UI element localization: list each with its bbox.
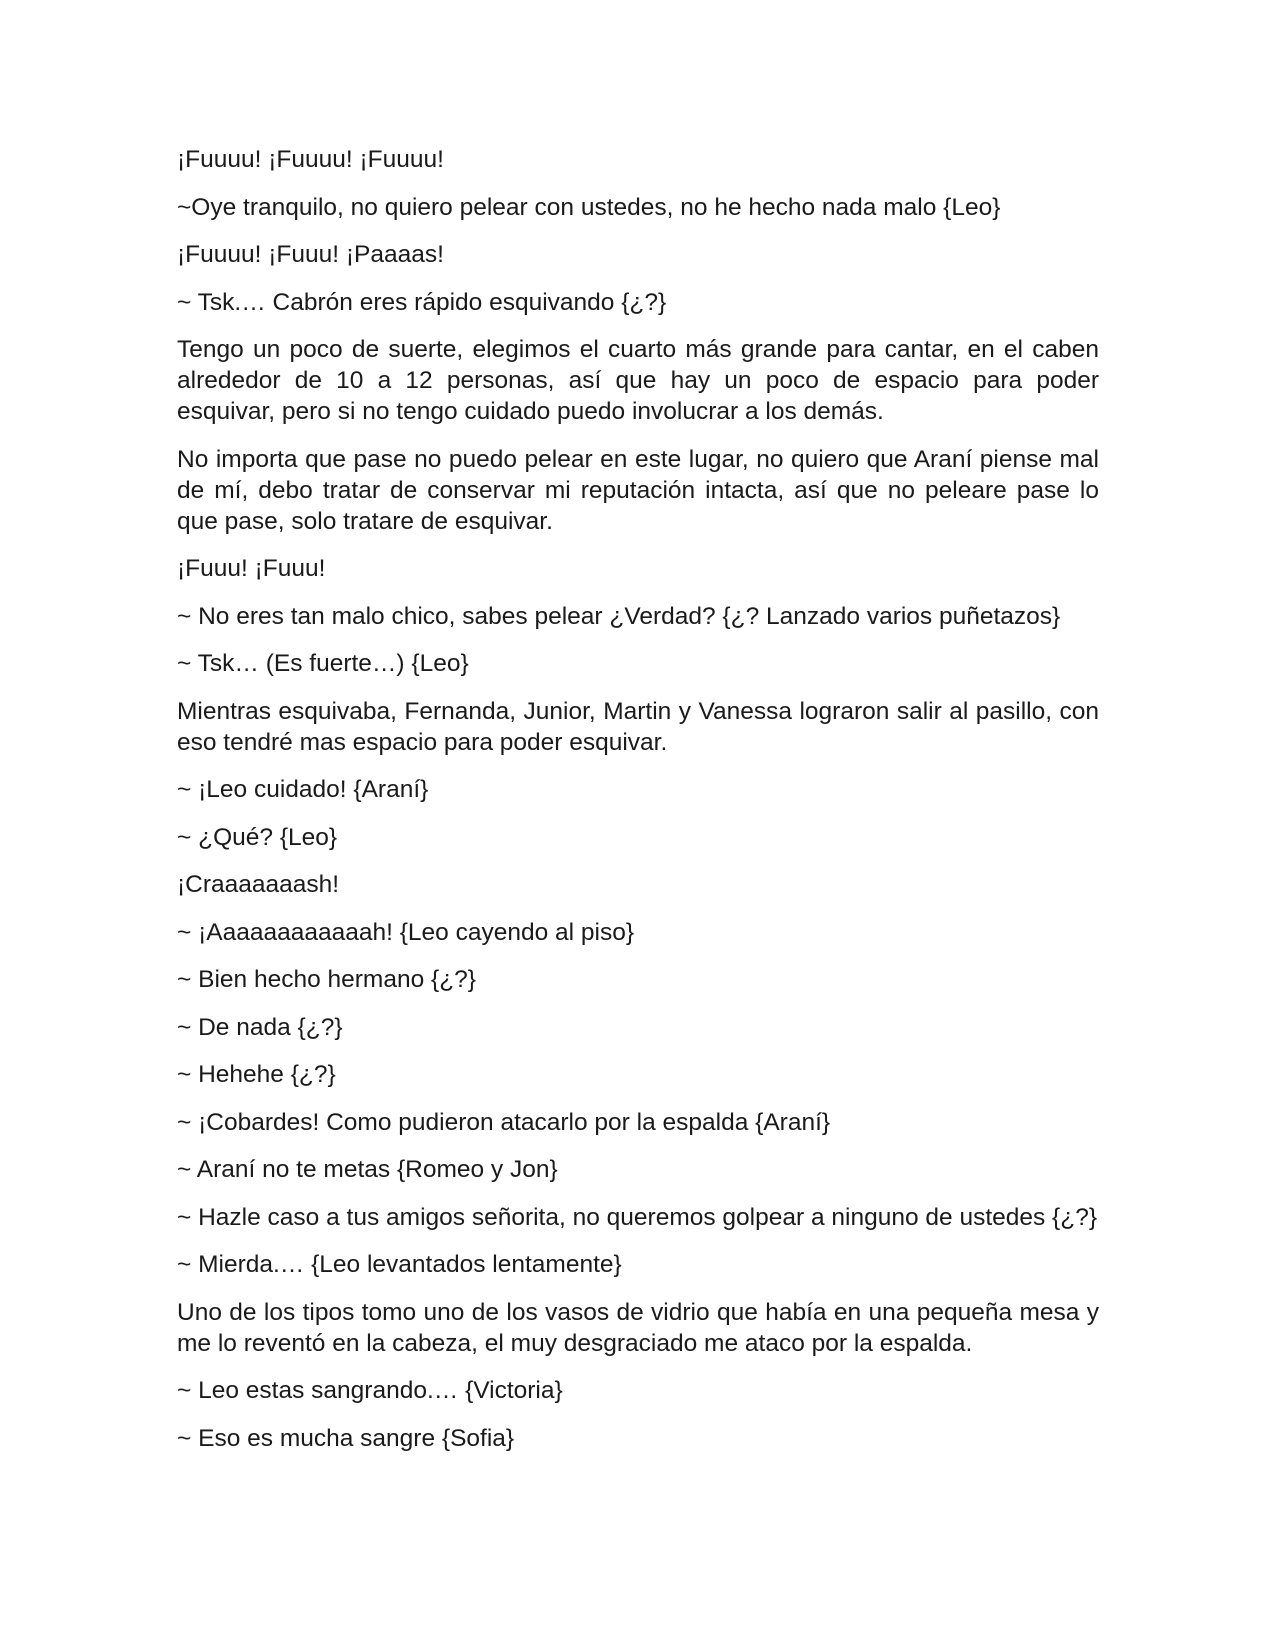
paragraph: ~ Hehehe {¿?} <box>177 1061 336 1088</box>
paragraph: ~ ¡Aaaaaaaaaaaah! {Leo cayendo al piso} <box>177 918 635 946</box>
paragraph: ~ ¡Leo cuidado! {Araní} <box>177 776 429 803</box>
paragraph: ¡Fuuuu! ¡Fuuuu! ¡Fuuuu! <box>177 146 444 173</box>
paragraph: ~ No eres tan malo chico, sabes pelear ¿Verdad? {¿? Lanzado varios puñetazos} <box>177 602 1061 630</box>
paragraph: ~ ¿Qué? {Leo} <box>177 823 338 851</box>
paragraph: Tengo un poco de suerte, elegimos el cuarto más grande para cantar, en el caben alrededor de 10 a 12 personas, así que hay un poco de espacio para poder esquivar, pero si no tengo cuidado puedo involucrar a los demás. <box>177 336 1099 425</box>
paragraph: ~ De nada {¿?} <box>177 1013 343 1041</box>
paragraph: ~ Eso es mucha sangre {Sofia} <box>177 1424 515 1452</box>
paragraph: ¡Fuuuu! ¡Fuuu! ¡Paaaas! <box>177 241 444 268</box>
paragraph: Uno de los tipos tomo uno de los vasos de vidrio que había en una pequeña mesa y me lo reventó en la cabeza, el muy desgraciado me ataco por la espalda. <box>177 1298 1099 1357</box>
paragraph: ~ Hazle caso a tus amigos señorita, no queremos golpear a ninguno de ustedes {¿?} <box>177 1203 1098 1231</box>
paragraph: ¡Craaaaaaash! <box>177 871 340 898</box>
document-body <box>177 144 1099 1470</box>
paragraph: ~ Mierda.… {Leo levantados lentamente} <box>177 1251 622 1278</box>
paragraph: ~ Bien hecho hermano {¿?} <box>177 966 476 993</box>
paragraph: ~ Tsk.… Cabrón eres rápido esquivando {¿?} <box>177 288 667 316</box>
paragraph: No importa que pase no puedo pelear en este lugar, no quiero que Araní piense mal de mí, debo tratar de conservar mi reputación intacta, así que no peleare pase lo que pase, solo tratare de esquivar. <box>177 445 1099 535</box>
paragraph: ~Oye tranquilo, no quiero pelear con ustedes, no he hecho nada malo {Leo} <box>177 193 1001 221</box>
paragraph: ¡Fuuu! ¡Fuuu! <box>177 555 326 582</box>
paragraph: ~ Tsk… (Es fuerte…) {Leo} <box>177 650 469 677</box>
paragraph: ~ ¡Cobardes! Como pudieron atacarlo por la espalda {Araní} <box>177 1108 831 1136</box>
paragraph: ~ Araní no te metas {Romeo y Jon} <box>177 1156 558 1183</box>
paragraph: Mientras esquivaba, Fernanda, Junior, Martin y Vanessa lograron salir al pasillo, con eso tendré mas espacio para poder esquivar. <box>177 697 1099 756</box>
paragraph: ~ Leo estas sangrando.… {Victoria} <box>177 1377 563 1404</box>
